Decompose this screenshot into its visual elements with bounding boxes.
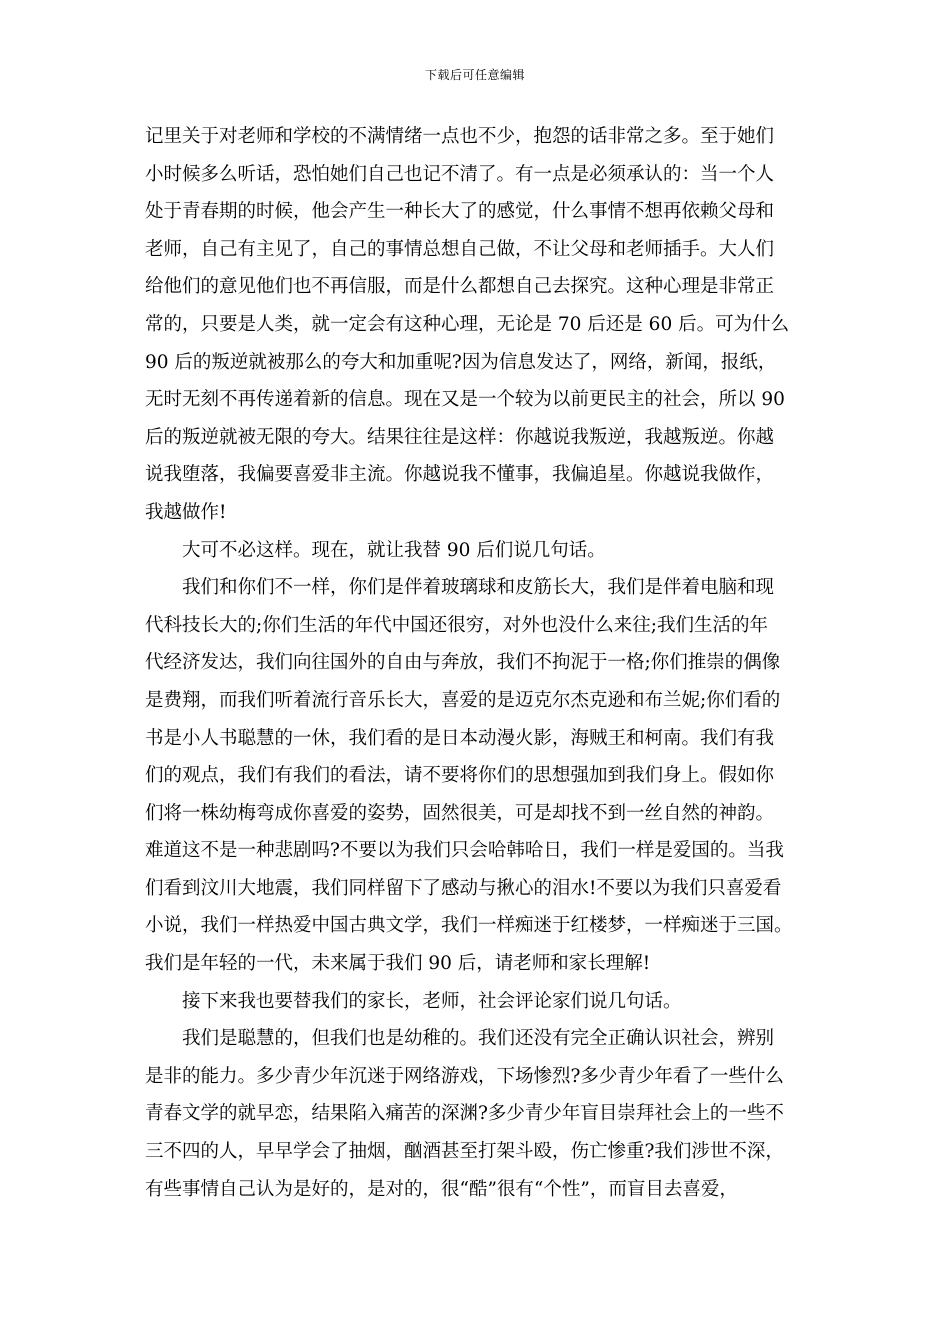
text-line: 小时候多么听话，恐怕她们自己也记不清了。有一点是必须承认的：当一个人 — [145, 163, 775, 185]
text-line: 我越做作! — [145, 501, 227, 523]
paragraph-first-line: 大可不必这样。现在，就让我替 90 后们说几句话。 — [182, 539, 606, 561]
text-line: 书是小人书聪慧的一休，我们看的是日本动漫火影，海贼王和柯南。我们有我 — [145, 727, 775, 749]
body-text — [145, 118, 835, 1208]
text-line: 是非的能力。多少青少年沉迷于网络游戏，下场惨烈?多少青少年看了一些什么 — [145, 1065, 784, 1087]
text-line: 处于青春期的时候，他会产生一种长大了的感觉，什么事情不想再依赖父母和 — [145, 201, 775, 223]
text-line: 说我堕落，我偏要喜爱非主流。你越说我不懂事，我偏追星。你越说我做作， — [145, 464, 775, 486]
text-line: 无时无刻不再传递着新的信息。现在又是一个较为以前更民主的社会，所以 90 — [145, 389, 785, 411]
text-line: 三不四的人，早早学会了抽烟，酗酒甚至打架斗殴，伤亡惨重?我们涉世不深， — [145, 1141, 784, 1163]
text-line: 是费翔，而我们听着流行音乐长大，喜爱的是迈克尔杰克逊和布兰妮;你们看的 — [145, 689, 781, 711]
text-line: 代科技长大的;你们生活的年代中国还很穷，对外也没什么来往;我们生活的年 — [145, 614, 768, 636]
text-line: 老师，自己有主见了，自己的事情总想自己做，不让父母和老师插手。大人们 — [145, 238, 775, 260]
text-line: 难道这不是一种悲剧吗?不要以为我们只会哈韩哈日，我们一样是爱国的。当我 — [145, 840, 784, 862]
text-line: 常的，只要是人类，就一定会有这种心理，无论是 70 后还是 60 后。可为什么 — [145, 313, 790, 335]
text-line: 给他们的意见他们也不再信服，而是什么都想自己去探究。这种心理是非常正 — [145, 276, 775, 298]
paragraph-first-line: 我们是聪慧的，但我们也是幼稚的。我们还没有完全正确认识社会，辨别 — [182, 1028, 775, 1050]
paragraph-first-line: 接下来我也要替我们的家长，老师，社会评论家们说几句话。 — [182, 990, 682, 1012]
text-line: 后的叛逆就被无限的夸大。结果往往是这样：你越说我叛逆，我越叛逆。你越 — [145, 426, 775, 448]
page-header: 下载后可任意编辑 — [424, 68, 525, 82]
text-line: 我们是年轻的一代，未来属于我们 90 后，请老师和家长理解! — [145, 953, 651, 975]
paragraph-first-line: 我们和你们不一样，你们是伴着玻璃球和皮筋长大，我们是伴着电脑和现 — [182, 577, 775, 599]
text-line: 青春文学的就早恋，结果陷入痛苦的深渊?多少青少年盲目崇拜社会上的一些不 — [145, 1103, 784, 1125]
text-line: 们将一株幼梅弯成你喜爱的姿势，固然很美，可是却找不到一丝自然的神韵。 — [145, 802, 775, 824]
text-line: 记里关于对老师和学校的不满情绪一点也不少，抱怨的话非常之多。至于她们 — [145, 126, 775, 147]
text-line: 90 后的叛逆就被那么的夸大和加重呢?因为信息发达了，网络，新闻，报纸， — [145, 351, 777, 373]
text-line: 代经济发达，我们向往国外的自由与奔放，我们不拘泥于一格;你们推崇的偶像 — [145, 652, 781, 674]
text-line: 有些事情自己认为是好的，是对的，很“酷”很有“个性”，而盲目去喜爱， — [145, 1178, 738, 1200]
text-line: 们看到汶川大地震，我们同样留下了感动与揪心的泪水!不要以为我们只喜爱看 — [145, 877, 782, 899]
text-line: 们的观点，我们有我们的看法，请不要将你们的思想强加到我们身上。假如你 — [145, 765, 775, 787]
text-line: 小说，我们一样热爱中国古典文学，我们一样痴迷于红楼梦，一样痴迷于三国。 — [145, 915, 793, 937]
